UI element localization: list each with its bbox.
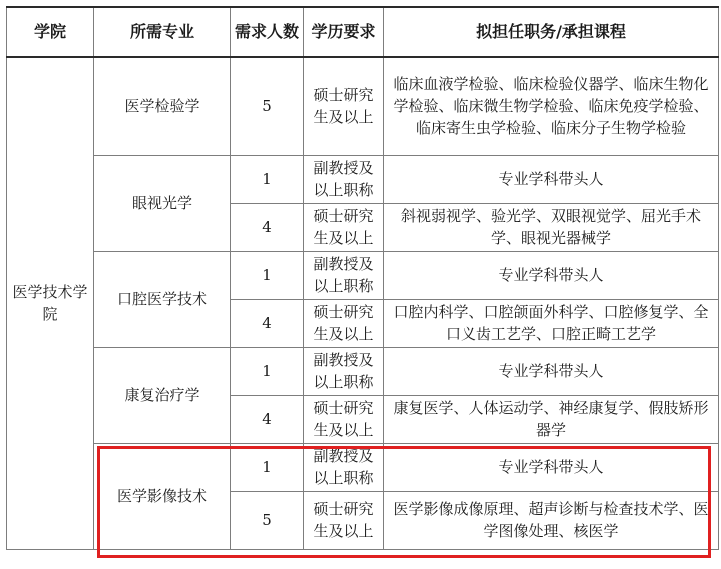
education-cell: 副教授及以上职称: [304, 347, 384, 395]
header-major: 所需专业: [94, 7, 231, 57]
count-cell: 4: [231, 299, 304, 347]
recruitment-table: [6, 6, 719, 550]
role-cell: 专业学科带头人: [384, 251, 719, 299]
table-row: [7, 443, 719, 491]
education-cell: 副教授及以上职称: [304, 251, 384, 299]
major-cell: 医学检验学: [94, 57, 231, 155]
role-cell: 医学影像成像原理、超声诊断与检查技术学、医学图像处理、核医学: [384, 491, 719, 549]
role-cell: 斜视弱视学、验光学、双眼视觉学、屈光手术学、眼视光器械学: [384, 203, 719, 251]
major-cell: 眼视光学: [94, 155, 231, 251]
header-education: 学历要求: [304, 7, 384, 57]
count-cell: 4: [231, 395, 304, 443]
major-cell: 口腔医学技术: [94, 251, 231, 347]
table-row: [7, 57, 719, 155]
header-college: 学院: [7, 7, 94, 57]
header-role: 拟担任职务/承担课程: [384, 7, 719, 57]
count-cell: 1: [231, 347, 304, 395]
count-cell: 4: [231, 203, 304, 251]
count-cell: 1: [231, 443, 304, 491]
table-row: [7, 251, 719, 299]
role-cell: 专业学科带头人: [384, 155, 719, 203]
role-cell: 专业学科带头人: [384, 347, 719, 395]
count-cell: 5: [231, 491, 304, 549]
count-cell: 5: [231, 57, 304, 155]
role-cell: 口腔内科学、口腔颌面外科学、口腔修复学、全口义齿工艺学、口腔正畸工艺学: [384, 299, 719, 347]
college-cell: 医学技术学院: [7, 57, 94, 549]
education-cell: 副教授及以上职称: [304, 443, 384, 491]
education-cell: 硕士研究生及以上: [304, 203, 384, 251]
major-cell: 康复治疗学: [94, 347, 231, 443]
header-count: 需求人数: [231, 7, 304, 57]
count-cell: 1: [231, 251, 304, 299]
role-cell: 临床血液学检验、临床检验仪器学、临床生物化学检验、临床微生物学检验、临床免疫学检验、临床寄生虫学检验、临床分子生物学检验: [384, 57, 719, 155]
role-cell: 康复医学、人体运动学、神经康复学、假肢矫形器学: [384, 395, 719, 443]
count-cell: 1: [231, 155, 304, 203]
table-row: [7, 155, 719, 203]
education-cell: 硕士研究生及以上: [304, 57, 384, 155]
role-cell: 专业学科带头人: [384, 443, 719, 491]
education-cell: 副教授及以上职称: [304, 155, 384, 203]
education-cell: 硕士研究生及以上: [304, 395, 384, 443]
education-cell: 硕士研究生及以上: [304, 491, 384, 549]
major-cell: 医学影像技术: [94, 443, 231, 549]
education-cell: 硕士研究生及以上: [304, 299, 384, 347]
table-row: [7, 347, 719, 395]
